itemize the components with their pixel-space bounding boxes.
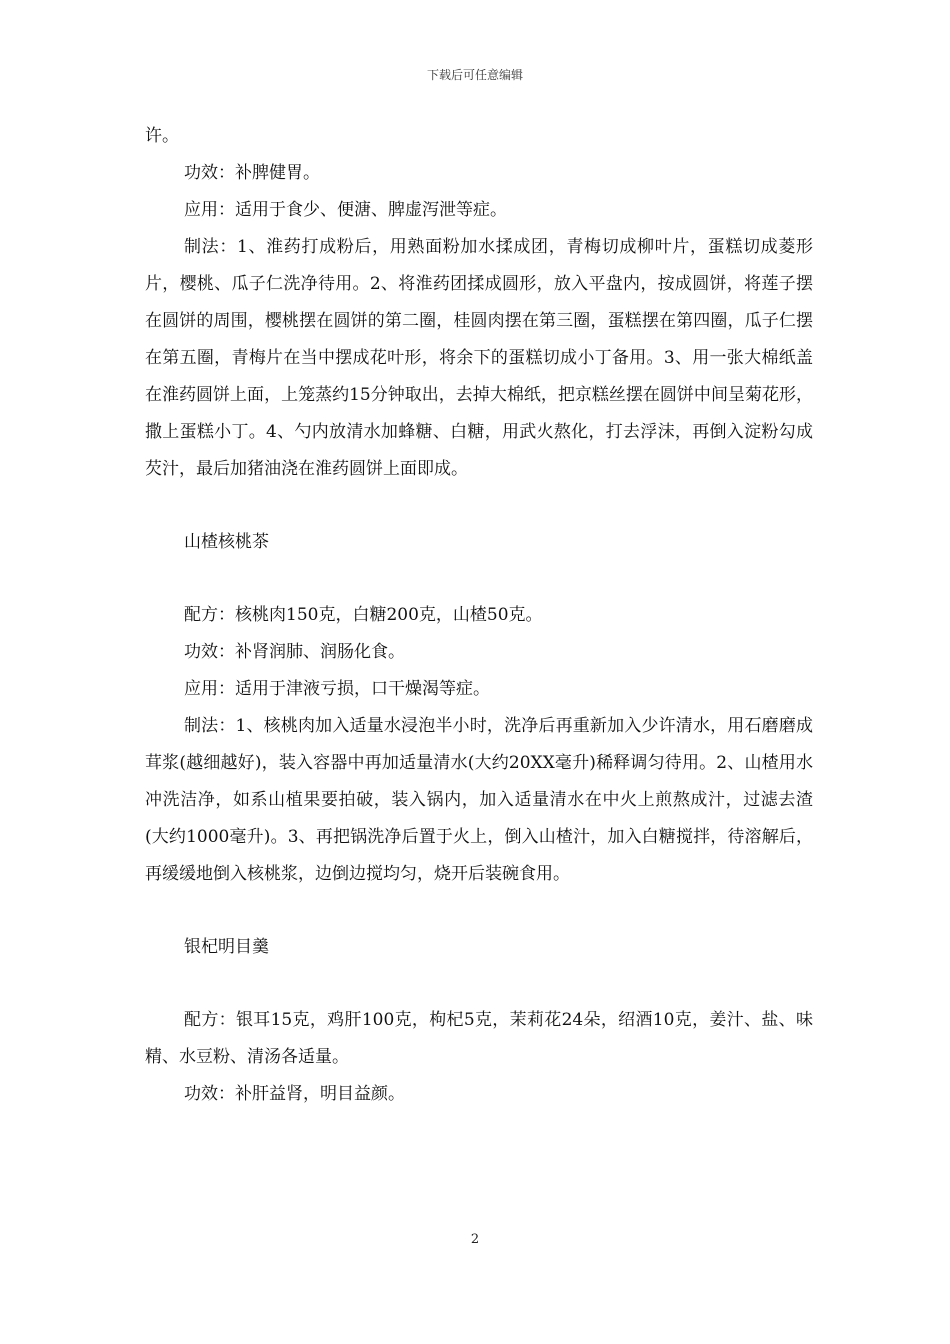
page-header: 下载后可任意编辑 — [426, 68, 523, 82]
continuation-text: 许。 — [145, 126, 179, 146]
application-paragraph: 应用：适用于津液亏损，口干燥渴等症。 — [184, 679, 490, 699]
effect-paragraph: 功效：补脾健胃。 — [184, 163, 320, 183]
effect-paragraph: 功效：补肝益肾，明目益颜。 — [184, 1084, 405, 1104]
formula-paragraph: 配方：银耳15克，鸡肝100克，枸杞5克，茉莉花24朵，绍酒10克，姜汁、盐、味精、水豆粉、清汤各适量。 — [145, 1010, 813, 1067]
method-paragraph: 制法：1、核桃肉加入适量水浸泡半小时，洗净后再重新加入少许清水，用石磨磨成茸浆(越细越好)，装入容器中再加适量清水(大约20XX毫升)稀释调匀待用。2、山楂用水冲洗洁净，如系山植果要拍破，装入锅内，加入适量清水在中火上煎熬成汁，过滤去渣(大约1000毫升)。3、再把锅洗净后置于火上，倒入山楂汁，加入白糖搅拌，待溶解后，再缓缓地倒入核桃浆，边倒边搅均匀，烧开后装碗食用。 — [145, 716, 813, 884]
document-body — [145, 118, 813, 1113]
recipe-title: 山楂核桃茶 — [184, 532, 269, 552]
page-number: 2 — [470, 1232, 480, 1247]
formula-paragraph: 配方：核桃肉150克，白糖200克，山楂50克。 — [184, 605, 543, 625]
effect-paragraph: 功效：补肾润肺、润肠化食。 — [184, 642, 405, 662]
recipe-title: 银杞明目羹 — [184, 937, 269, 957]
application-paragraph: 应用：适用于食少、便溏、脾虚泻泄等症。 — [184, 200, 507, 220]
method-paragraph: 制法：1、淮药打成粉后，用熟面粉加水揉成团，青梅切成柳叶片，蛋糕切成菱形片，樱桃、瓜子仁洗净待用。2、将淮药团揉成圆形，放入平盘内，按成圆饼，将莲子摆在圆饼的周围，樱桃摆在圆饼的第二圈，桂圆肉摆在第三圈，蛋糕摆在第四圈，瓜子仁摆在第五圈，青梅片在当中摆成花叶形，将余下的蛋糕切成小丁备用。3、用一张大棉纸盖在淮药圆饼上面，上笼蒸约15分钟取出，去掉大棉纸，把京糕丝摆在圆饼中间呈菊花形，撒上蛋糕小丁。4、勺内放清水加蜂糖、白糖，用武火熬化，打去浮沫，再倒入淀粉勾成芡汁，最后加猪油浇在淮药圆饼上面即成。 — [145, 237, 813, 479]
